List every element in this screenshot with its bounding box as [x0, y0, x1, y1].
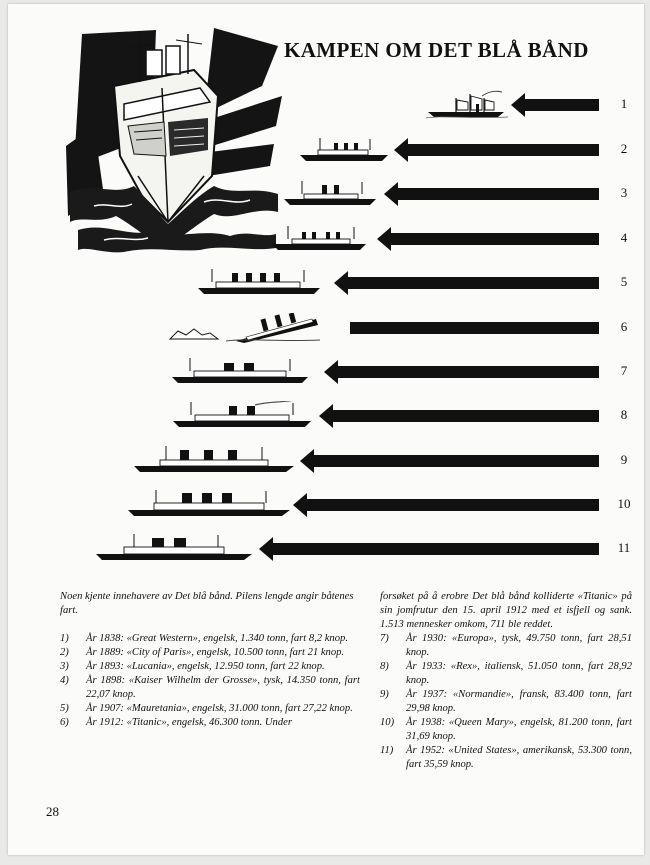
entry-10: 10) År 1938: «Queen Mary», engelsk, 81.200 tonn, fart 31,69 knop. [380, 717, 632, 742]
speed-arrow-2 [394, 135, 599, 165]
ship-row-2 [8, 135, 644, 165]
ship-row-3 [8, 179, 644, 209]
book-page [8, 4, 644, 855]
speed-comparison-chart [8, 4, 644, 564]
row-number: 2 [620, 141, 628, 156]
ship-row-5 [8, 268, 644, 298]
row-number: 5 [620, 274, 628, 289]
speed-arrow-7 [324, 357, 599, 387]
row-number: 3 [620, 185, 628, 200]
entry-2: 2) År 1889: «City of Paris», engelsk, 10.500 tonn, fart 21 knop. [60, 647, 345, 658]
speed-arrow-8 [319, 401, 599, 431]
entry-1: 1) År 1838: «Great Western», engelsk, 1.340 tonn, fart 8,2 knop. [60, 633, 348, 644]
steamship-icon [282, 179, 378, 209]
steamship-icon [298, 135, 390, 165]
liner-icon [171, 401, 313, 431]
row-number: 8 [620, 407, 628, 422]
entry-6: 6) År 1912: «Titanic», engelsk, 46.300 tonn. Under [60, 717, 292, 728]
speed-arrow-4 [377, 224, 599, 254]
page-number: 28 [46, 804, 59, 819]
speed-bar-6 [350, 313, 599, 343]
sinking-titanic-icon [166, 313, 320, 343]
paddle-steamer-icon [424, 90, 508, 120]
ship-row-7 [8, 357, 644, 387]
ship-row-8 [8, 401, 644, 431]
entry-11: 11) År 1952: «United States», amerikansk, 53.300 tonn, fart 35,59 knop. [380, 745, 632, 770]
entry-8: 8) År 1933: «Rex», italiensk, 51.050 tonn, fart 28,92 knop. [380, 661, 632, 686]
entry-5: 5) År 1907: «Mauretania», engelsk, 31.000 tonn, fart 27,22 knop. [60, 703, 353, 714]
speed-arrow-3 [384, 179, 599, 209]
entry-4: 4) År 1898: «Kaiser Wilhelm der Grosse», tysk, 14.350 tonn, fart 22,07 knop. [60, 675, 360, 700]
liner-icon [94, 534, 254, 564]
row-number: 1 [620, 96, 628, 111]
figure-caption: Noen kjente innehavere av Det blå bånd. Pilens lengde angir båtenes fart. [60, 591, 354, 616]
ship-row-1 [8, 90, 644, 120]
speed-arrow-5 [334, 268, 599, 298]
liner-icon [170, 357, 310, 387]
row-number: 6 [620, 319, 628, 334]
entry-9: 9) År 1937: «Normandie», fransk, 83.400 tonn, fart 29,98 knop. [380, 689, 632, 714]
row-number: 9 [620, 452, 628, 467]
page-title: KAMPEN OM DET BLÅ BÅND [284, 38, 589, 62]
ship-row-9 [8, 446, 644, 476]
ship-row-6 [8, 313, 644, 343]
row-number: 4 [620, 230, 628, 245]
liner-icon [196, 268, 322, 298]
row-number: 11 [617, 540, 631, 555]
speed-arrow-10 [293, 490, 599, 520]
row-number: 10 [617, 496, 631, 511]
entries-right-column [380, 590, 632, 772]
speed-arrow-9 [300, 446, 599, 476]
row-number: 7 [620, 363, 628, 378]
entries-left-column [60, 632, 360, 730]
steamship-icon [270, 224, 368, 254]
speed-arrow-1 [511, 90, 599, 120]
liner-icon [132, 446, 296, 476]
entry-3: 3) År 1893: «Lucania», engelsk, 12.950 tonn, fart 22 knop. [60, 661, 325, 672]
entry-7: 7) År 1930: «Europa», tysk, 49.750 tonn, fart 28,51 knop. [380, 633, 632, 658]
ship-row-4 [8, 224, 644, 254]
speed-arrow-11 [259, 534, 599, 564]
entry-6-continuation: forsøket på å erobre Det blå bånd kolliderte «Titanic» på sin jomfrutur den 15. april 1912 med et isfjell og sank. 1.513 mennesker omkom, 711 ble reddet. [380, 591, 632, 630]
ship-row-10 [8, 490, 644, 520]
liner-icon [126, 490, 292, 520]
ship-row-11 [8, 534, 644, 564]
